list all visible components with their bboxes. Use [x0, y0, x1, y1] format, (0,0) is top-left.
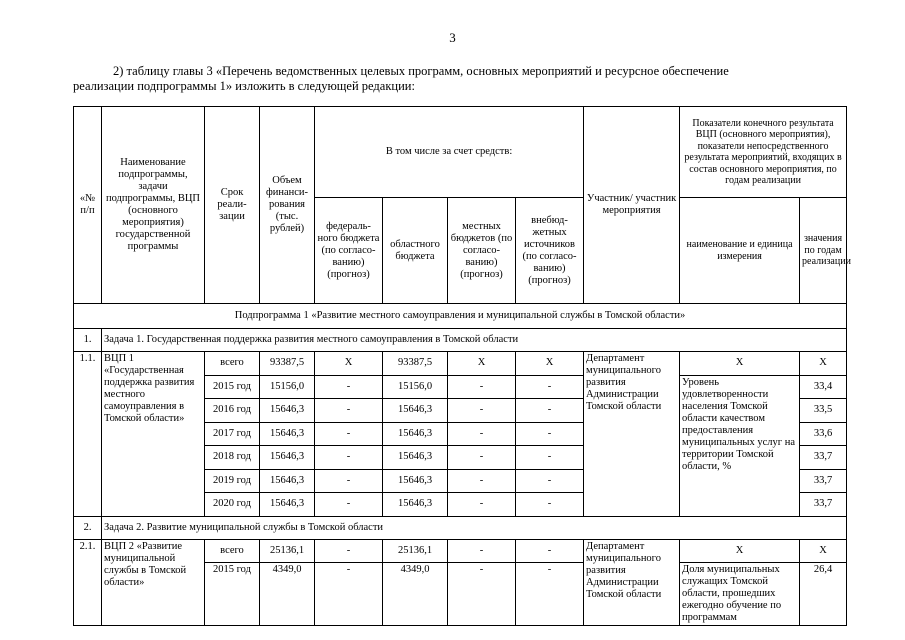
task2-num: 2. — [74, 516, 102, 539]
cell-local: - — [448, 375, 516, 399]
cell-indicator-value: 26,4 — [800, 563, 847, 626]
header-federal: федераль-ного бюджета (по согласо-ванию) (прогноз) — [315, 198, 383, 304]
cell-indicator-name: Х — [680, 352, 800, 376]
cell-local: - — [448, 422, 516, 446]
cell-indicator-value: 33,7 — [800, 493, 847, 517]
vcp2-name: ВЦП 2 «Развитие муниципальной службы в Томской области» — [102, 539, 205, 626]
cell-term: 2016 год — [205, 399, 260, 423]
cell-federal: - — [315, 446, 383, 470]
cell-extra: - — [516, 446, 584, 470]
header-extra: внебюд-жетных источников (по согласо-ванию) (прогноз) — [516, 198, 584, 304]
cell-federal: - — [315, 493, 383, 517]
cell-regional: 4349,0 — [383, 563, 448, 626]
cell-regional: 15646,3 — [383, 446, 448, 470]
header-regional: областного бюджета — [383, 198, 448, 304]
cell-volume: 93387,5 — [260, 352, 315, 376]
cell-volume: 15646,3 — [260, 493, 315, 517]
cell-federal: Х — [315, 352, 383, 376]
table-row — [74, 352, 847, 376]
cell-volume: 25136,1 — [260, 539, 315, 563]
cell-federal: - — [315, 399, 383, 423]
cell-federal: - — [315, 422, 383, 446]
cell-extra: - — [516, 563, 584, 626]
cell-local: Х — [448, 352, 516, 376]
cell-term: 2018 год — [205, 446, 260, 470]
header-indicator-name: наименование и единица измерения — [680, 198, 800, 304]
cell-local: - — [448, 469, 516, 493]
cell-indicator-name: Х — [680, 539, 800, 563]
cell-local: - — [448, 399, 516, 423]
task1-num: 1. — [74, 329, 102, 352]
task1-title: Задача 1. Государственная поддержка развития местного самоуправления в Томской области — [102, 329, 847, 352]
cell-extra: - — [516, 375, 584, 399]
header-participant: Участник/ участник мероприятия — [584, 107, 680, 304]
program-table — [73, 106, 851, 626]
cell-indicator-value: 33,7 — [800, 469, 847, 493]
cell-regional: 15646,3 — [383, 493, 448, 517]
intro-paragraph — [73, 64, 845, 94]
page-number: 3 — [449, 30, 456, 45]
header-name: Наименование подпрограммы, задачи подпрограммы, ВЦП (основного мероприятия) государственной программы — [102, 107, 205, 304]
cell-local: - — [448, 539, 516, 563]
cell-term: 2017 год — [205, 422, 260, 446]
header-local: местных бюджетов (по согласо-ванию) (прогноз) — [448, 198, 516, 304]
cell-indicator-value: 33,4 — [800, 375, 847, 399]
cell-extra: - — [516, 399, 584, 423]
header-volume: Объем финанси-рования (тыс. рублей) — [260, 107, 315, 304]
cell-extra: - — [516, 493, 584, 517]
cell-term: всего — [205, 352, 260, 376]
cell-extra: Х — [516, 352, 584, 376]
cell-indicator-value: Х — [800, 539, 847, 563]
cell-volume: 15646,3 — [260, 446, 315, 470]
cell-federal: - — [315, 539, 383, 563]
intro-line-2: реализации подпрограммы 1» изложить в следующей редакции: — [73, 79, 415, 93]
vcp1-num: 1.1. — [74, 352, 102, 517]
cell-federal: - — [315, 563, 383, 626]
intro-line-1: 2) таблицу главы 3 «Перечень ведомственных целевых программ, основных мероприятий и ресурсное обеспечение — [113, 64, 729, 78]
vcp2-num: 2.1. — [74, 539, 102, 626]
cell-indicator-value: 33,6 — [800, 422, 847, 446]
cell-federal: - — [315, 375, 383, 399]
table-row — [74, 539, 847, 563]
cell-volume: 4349,0 — [260, 563, 315, 626]
cell-regional: 15646,3 — [383, 469, 448, 493]
header-term: Срок реали-зации — [205, 107, 260, 304]
header-sources-group: В том числе за счет средств: — [315, 107, 584, 198]
vcp1-participant: Департамент муниципального развития Администрации Томской области — [584, 352, 680, 517]
vcp1-indicator-name: Уровень удовлетворенности населения Томской области качеством предоставления муниципальных услуг на территории Томской области, % — [680, 375, 800, 516]
cell-extra: - — [516, 469, 584, 493]
cell-volume: 15646,3 — [260, 399, 315, 423]
header-num: «№ п/п — [74, 107, 102, 304]
cell-extra: - — [516, 539, 584, 563]
cell-term: 2015 год — [205, 375, 260, 399]
cell-federal: - — [315, 469, 383, 493]
cell-term: всего — [205, 539, 260, 563]
cell-regional: 15646,3 — [383, 422, 448, 446]
cell-local: - — [448, 563, 516, 626]
header-indicators-group: Показатели конечного результата ВЦП (основного мероприятия), показатели непосредственного результата мероприятий, входящих в состав основного мероприятия, по годам реализации — [680, 107, 847, 198]
cell-regional: 15646,3 — [383, 399, 448, 423]
subprogram-row: Подпрограмма 1 «Развитие местного самоуправления и муниципальной службы в Томской области» — [74, 304, 847, 329]
cell-indicator-value: 33,5 — [800, 399, 847, 423]
cell-volume: 15646,3 — [260, 469, 315, 493]
cell-indicator-value: 33,7 — [800, 446, 847, 470]
task2-title: Задача 2. Развитие муниципальной службы в Томской области — [102, 516, 847, 539]
cell-indicator-value: Х — [800, 352, 847, 376]
cell-volume: 15646,3 — [260, 422, 315, 446]
cell-term: 2020 год — [205, 493, 260, 517]
vcp1-name: ВЦП 1 «Государственная поддержка развития местного самоуправления в Томской области» — [102, 352, 205, 517]
vcp2-participant: Департамент муниципального развития Администрации Томской области — [584, 539, 680, 626]
cell-local: - — [448, 493, 516, 517]
cell-volume: 15156,0 — [260, 375, 315, 399]
cell-regional: 25136,1 — [383, 539, 448, 563]
cell-extra: - — [516, 422, 584, 446]
cell-term: 2015 год — [205, 563, 260, 626]
cell-term: 2019 год — [205, 469, 260, 493]
header-indicator-values: значения по годам реализации — [800, 198, 847, 304]
vcp2-indicator-name: Доля муниципальных служащих Томской области, прошедших ежегодно обучение по программам — [680, 563, 800, 626]
cell-local: - — [448, 446, 516, 470]
cell-regional: 15156,0 — [383, 375, 448, 399]
cell-regional: 93387,5 — [383, 352, 448, 376]
